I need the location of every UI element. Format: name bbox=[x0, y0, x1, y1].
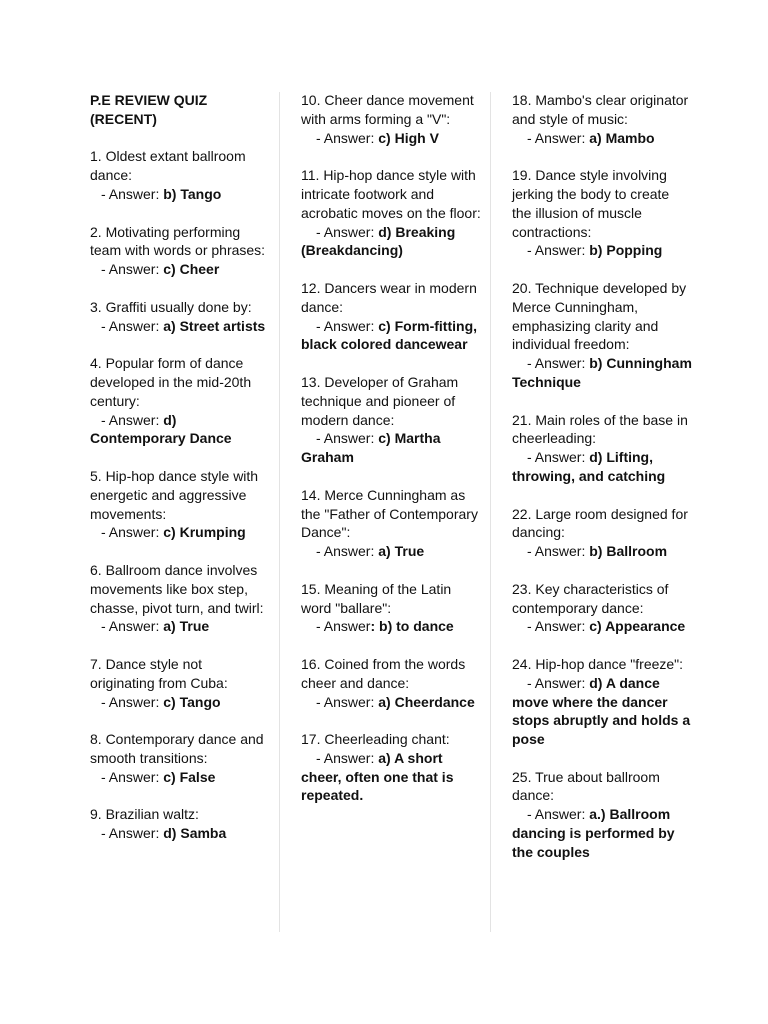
answer-prefix: - Answer: bbox=[316, 129, 379, 146]
answer-line bbox=[301, 223, 481, 261]
answer-line bbox=[301, 617, 481, 636]
answer-prefix: - Answer: bbox=[101, 768, 164, 785]
answer-line bbox=[301, 429, 481, 467]
answer-prefix: - Answer: bbox=[316, 430, 379, 447]
quiz-column-2 bbox=[301, 91, 481, 824]
question-text: 2. Motivating performing team with words or phrases: bbox=[90, 223, 266, 259]
answer-value: a) Mambo bbox=[589, 129, 655, 146]
quiz-item bbox=[512, 411, 692, 486]
answer-value: c) False bbox=[163, 768, 216, 785]
answer-prefix: - Answer bbox=[316, 618, 371, 635]
answer-prefix: - Answer: bbox=[316, 693, 379, 710]
quiz-item bbox=[90, 730, 268, 786]
answer-prefix: - Answer: bbox=[316, 223, 379, 240]
question-text: 14. Merce Cunningham as the "Father of Contemporary Dance": bbox=[301, 486, 478, 541]
answer-line bbox=[90, 260, 268, 279]
answer-prefix: - Answer: bbox=[101, 825, 164, 842]
question-text: 22. Large room designed for dancing: bbox=[512, 505, 688, 541]
answer-prefix: - Answer: bbox=[527, 129, 590, 146]
quiz-item bbox=[90, 354, 268, 448]
question-text: 25. True about ballroom dance: bbox=[512, 768, 660, 804]
answer-prefix: - Answer: bbox=[101, 185, 164, 202]
answer-prefix: - Answer: bbox=[101, 261, 164, 278]
answer-line bbox=[90, 317, 268, 336]
answer-line bbox=[90, 693, 268, 712]
question-text: 12. Dancers wear in modern dance: bbox=[301, 279, 477, 315]
question-text: 11. Hip-hop dance style with intricate footwork and acrobatic moves on the floor: bbox=[301, 167, 481, 221]
answer-value: a) True bbox=[163, 618, 210, 635]
quiz-item bbox=[301, 655, 481, 711]
answer-value: c) Krumping bbox=[163, 524, 246, 541]
question-text: 20. Technique developed by Merce Cunningham, emphasizing clarity and individual freedom: bbox=[512, 279, 687, 353]
answer-value: a) Cheerdance bbox=[378, 693, 475, 710]
answer-line bbox=[301, 129, 481, 148]
answer-line bbox=[512, 674, 692, 749]
quiz-item bbox=[512, 91, 692, 147]
quiz-item bbox=[90, 298, 268, 336]
answer-value: d) A dance move where the dancer stops abruptly and holds a pose bbox=[512, 674, 691, 748]
quiz-item bbox=[512, 505, 692, 561]
answer-value: a) A short cheer, often one that is repeated. bbox=[301, 749, 454, 804]
column-divider bbox=[490, 92, 491, 932]
answer-prefix: - Answer: bbox=[101, 524, 164, 541]
answer-value: c) Martha Graham bbox=[301, 430, 441, 466]
quiz-item bbox=[90, 805, 268, 843]
quiz-item bbox=[90, 223, 268, 279]
quiz-item bbox=[512, 166, 692, 260]
quiz-item bbox=[90, 147, 268, 203]
answer-line bbox=[512, 129, 692, 148]
answer-value: d) Contemporary Dance bbox=[90, 411, 232, 447]
answer-value: c) Appearance bbox=[589, 618, 686, 635]
question-text: 7. Dance style not originating from Cuba: bbox=[90, 655, 228, 691]
answer-prefix: - Answer: bbox=[527, 449, 590, 466]
column-divider bbox=[279, 92, 280, 932]
answer-value: a.) Ballroom dancing is performed by the couples bbox=[512, 806, 675, 860]
question-text: 3. Graffiti usually done by: bbox=[90, 298, 252, 315]
answer-prefix: - Answer: bbox=[101, 317, 164, 334]
question-text: 9. Brazilian waltz: bbox=[90, 806, 199, 823]
answer-line bbox=[90, 617, 268, 636]
quiz-item bbox=[301, 279, 481, 354]
answer-value: d) Samba bbox=[163, 825, 227, 842]
question-text: 15. Meaning of the Latin word "ballare": bbox=[301, 580, 452, 616]
answer-prefix: - Answer: bbox=[527, 242, 590, 259]
question-text: 1. Oldest extant ballroom dance: bbox=[90, 148, 246, 184]
answer-value: b) Ballroom bbox=[589, 543, 668, 560]
answer-value: c) Form-fitting, black colored dancewear bbox=[301, 317, 478, 353]
quiz-column-3 bbox=[512, 91, 692, 880]
answer-prefix: - Answer: bbox=[316, 543, 379, 560]
question-text: 8. Contemporary dance and smooth transitions: bbox=[90, 731, 264, 766]
answer-value: b) Tango bbox=[163, 185, 222, 202]
answer-value: c) Cheer bbox=[163, 261, 220, 278]
quiz-column-1 bbox=[90, 91, 268, 862]
answer-line bbox=[90, 768, 268, 787]
answer-value: a) Street artists bbox=[163, 317, 266, 334]
answer-line bbox=[90, 824, 268, 843]
answer-line bbox=[301, 693, 481, 712]
answer-prefix: - Answer: bbox=[101, 693, 164, 710]
quiz-item bbox=[512, 279, 692, 392]
quiz-item bbox=[90, 467, 268, 542]
answer-value: d) Breaking (Breakdancing) bbox=[301, 223, 456, 259]
answer-line bbox=[512, 617, 692, 636]
answer-prefix: - Answer: bbox=[527, 806, 590, 823]
answer-line bbox=[512, 354, 692, 392]
quiz-item bbox=[301, 373, 481, 467]
quiz-item bbox=[301, 486, 481, 561]
quiz-item bbox=[512, 580, 692, 636]
answer-line bbox=[301, 542, 481, 561]
quiz-item bbox=[301, 91, 481, 147]
answer-prefix: - Answer: bbox=[527, 618, 590, 635]
question-text: 10. Cheer dance movement with arms forming a "V": bbox=[301, 92, 474, 127]
quiz-item bbox=[301, 166, 481, 260]
quiz-item bbox=[301, 580, 481, 636]
question-text: 18. Mambo's clear originator and style of music: bbox=[512, 92, 689, 127]
answer-value: : b) to dance bbox=[370, 618, 454, 635]
quiz-item bbox=[512, 655, 692, 749]
answer-value: a) True bbox=[378, 543, 425, 560]
answer-line bbox=[301, 749, 481, 805]
answer-line bbox=[90, 523, 268, 542]
answer-line bbox=[301, 317, 481, 355]
question-text: 5. Hip-hop dance style with energetic and aggressive movements: bbox=[90, 467, 259, 522]
quiz-title: P.E REVIEW QUIZ (RECENT) bbox=[90, 92, 208, 127]
answer-value: d) Lifting, throwing, and catching bbox=[512, 449, 666, 484]
question-text: 17. Cheerleading chant: bbox=[301, 731, 450, 748]
quiz-item bbox=[90, 655, 268, 711]
answer-prefix: - Answer: bbox=[527, 355, 590, 372]
question-text: 16. Coined from the words cheer and dance: bbox=[301, 655, 466, 691]
answer-line bbox=[512, 805, 692, 861]
question-text: 23. Key characteristics of contemporary dance: bbox=[512, 580, 669, 616]
answer-prefix: - Answer: bbox=[316, 749, 379, 766]
answer-prefix: - Answer: bbox=[101, 618, 164, 635]
answer-line bbox=[90, 185, 268, 204]
question-text: 21. Main roles of the base in cheerleading: bbox=[512, 411, 688, 447]
answer-line bbox=[512, 241, 692, 260]
quiz-item bbox=[90, 561, 268, 636]
answer-prefix: - Answer: bbox=[316, 317, 379, 334]
answer-value: b) Popping bbox=[589, 242, 663, 259]
question-text: 6. Ballroom dance involves movements like box step, chasse, pivot turn, and twirl: bbox=[90, 561, 264, 616]
quiz-item bbox=[512, 768, 692, 862]
answer-line bbox=[90, 411, 268, 449]
answer-prefix: - Answer: bbox=[527, 674, 590, 691]
answer-value: c) High V bbox=[378, 129, 439, 146]
question-text: 24. Hip-hop dance "freeze": bbox=[512, 655, 684, 672]
question-text: 19. Dance style involving jerking the body to create the illusion of muscle contractions: bbox=[512, 167, 670, 240]
quiz-item bbox=[301, 730, 481, 805]
question-text: 13. Developer of Graham technique and pioneer of modern dance: bbox=[301, 373, 459, 428]
answer-value: c) Tango bbox=[163, 693, 221, 710]
answer-line bbox=[512, 542, 692, 561]
answer-value: b) Cunningham Technique bbox=[512, 355, 692, 390]
question-text: 4. Popular form of dance developed in the mid-20th century: bbox=[90, 355, 252, 409]
answer-line bbox=[512, 448, 692, 486]
answer-prefix: - Answer: bbox=[527, 543, 590, 560]
answer-prefix: - Answer: bbox=[101, 411, 164, 428]
